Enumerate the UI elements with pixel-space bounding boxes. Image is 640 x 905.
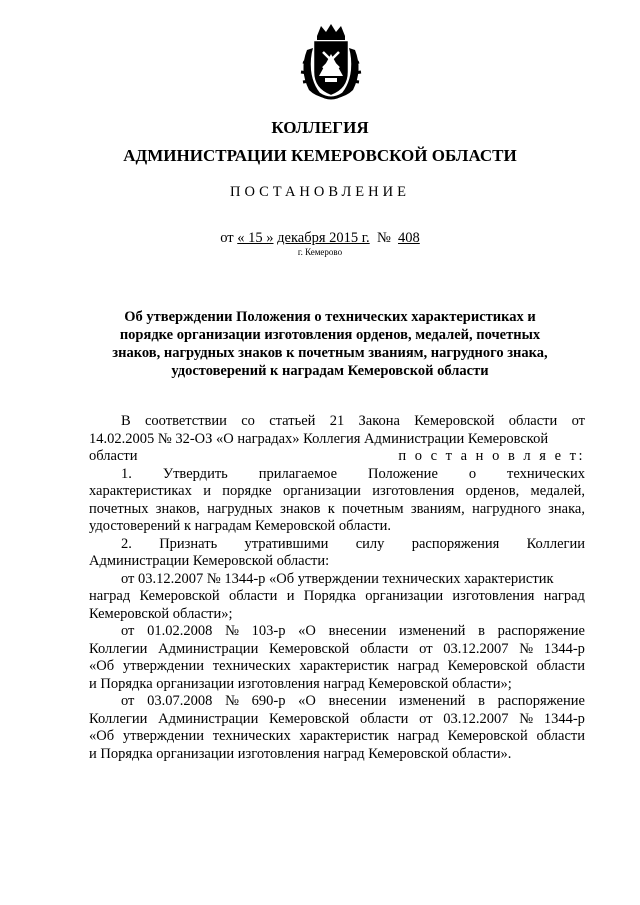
body-word: в — [478, 623, 485, 639]
body-line — [89, 518, 585, 536]
body-word: нагрудного — [472, 500, 541, 517]
body-word: наград — [89, 588, 131, 604]
body-word: Коллегии — [526, 535, 585, 552]
body-word: 03.12.2007 — [443, 710, 509, 727]
body-word: п о с т а н о в л я е т: — [398, 448, 585, 464]
body-word: порядке — [222, 483, 272, 499]
body-word: нагрудных — [207, 500, 273, 517]
body-word: и Порядка организации изготовления наград Кемеровской области». — [89, 745, 512, 762]
body-word: к — [327, 500, 335, 517]
body-word: 14.02.2005 № 32-ОЗ «О наградах» Коллегия Администрации Кемеровской — [89, 430, 549, 447]
document-type: ПОСТАНОВЛЕНИЕ — [230, 184, 410, 200]
document-date-line — [0, 230, 640, 247]
date-month-year: декабря 2015 г. — [277, 230, 370, 246]
body-word: 21 — [329, 413, 345, 429]
body-word: утверждении — [122, 728, 205, 744]
body-word: орденов, — [465, 483, 520, 499]
body-line — [89, 466, 585, 484]
body-word: Администрации — [158, 710, 259, 727]
body-word: области — [228, 588, 278, 604]
body-word: 690-р — [251, 693, 286, 709]
body-line — [89, 448, 585, 466]
title-line: Об утверждении Положения о технических характеристиках и — [124, 309, 536, 325]
body-word: «Об — [89, 728, 115, 744]
body-word: Кемеровской — [269, 640, 350, 657]
body-word: Закона — [358, 413, 400, 429]
body-word: утратившими — [244, 535, 329, 552]
body-word: характеристиках — [89, 483, 192, 499]
body-line — [89, 501, 585, 519]
body-word: распоряжение — [497, 623, 585, 639]
body-word: Коллегии — [89, 710, 148, 727]
body-word: В — [121, 413, 131, 429]
date-day: « 15 » — [237, 230, 274, 246]
body-line — [89, 641, 585, 659]
body-word: знака, — [548, 500, 585, 517]
body-word: от — [419, 640, 433, 657]
body-line — [89, 728, 585, 746]
body-word: статьей — [269, 413, 316, 429]
body-word: изменений — [399, 693, 466, 709]
body-line — [89, 606, 585, 624]
body-line — [89, 676, 585, 694]
body-word: от — [419, 710, 433, 727]
body-word: наград — [543, 588, 585, 604]
body-line — [89, 588, 585, 606]
body-word: от — [571, 413, 585, 429]
body-word: Кемеровской области»; — [89, 605, 233, 622]
title-line: знаков, нагрудных знаков к почетным званиям, нагрудного знака, — [112, 345, 548, 361]
body-line — [89, 623, 585, 641]
body-word: Кемеровской — [139, 588, 220, 604]
body-word: 1. — [121, 465, 132, 482]
body-word: технических — [212, 728, 291, 744]
body-word: наград — [397, 658, 439, 674]
body-word: области — [536, 658, 585, 674]
body-line — [89, 536, 585, 554]
body-word: Признать — [159, 535, 218, 552]
body-word: наград — [397, 728, 439, 744]
body-word: удостоверений к наградам Кемеровской области. — [89, 518, 391, 534]
date-prefix: от — [220, 230, 234, 246]
body-word: распоряжение — [497, 693, 585, 709]
body-word: «О — [298, 623, 316, 639]
body-word: от 03.12.2007 № 1344-р «Об утверждении технических характеристик — [121, 570, 554, 587]
body-word: изменений — [399, 623, 466, 639]
number-sign: № — [376, 230, 391, 246]
body-word: Кемеровской — [447, 658, 528, 674]
body-word: о — [468, 465, 477, 482]
document-title — [90, 308, 570, 380]
coat-of-arms-emblem — [295, 22, 367, 102]
body-word: Администрации — [158, 640, 259, 657]
body-word: области — [89, 448, 138, 464]
body-word: и Порядка организации изготовления наград Кемеровской области»; — [89, 675, 512, 692]
body-word: «О — [298, 693, 316, 709]
body-word: Администрации Кемеровской области: — [89, 553, 330, 569]
body-word: в — [478, 693, 485, 709]
body-word: и — [203, 483, 211, 499]
body-word: 01.02.2008 — [147, 623, 213, 639]
body-word: 2. — [121, 535, 132, 552]
body-word: 1344-р — [543, 640, 585, 657]
body-word: технических — [212, 658, 291, 674]
body-line — [89, 658, 585, 676]
body-word: организации — [283, 483, 361, 499]
body-word: Кемеровской — [414, 413, 495, 429]
body-word: знаков — [280, 500, 321, 517]
body-word: медалей, — [530, 483, 585, 499]
body-word: знаков, — [155, 500, 200, 517]
body-word: характеристик — [299, 658, 389, 674]
body-word: № — [519, 640, 534, 657]
body-word: Порядка — [303, 588, 356, 604]
body-word: 1344-р — [543, 710, 585, 727]
body-word: Коллегии — [89, 640, 148, 657]
body-word: внесении — [328, 693, 387, 709]
body-word: характеристик — [299, 728, 389, 744]
body-word: области — [508, 413, 558, 429]
body-word: Кемеровской — [269, 710, 350, 727]
body-word: 103-р — [251, 623, 286, 639]
body-word: технических — [507, 465, 585, 482]
body-line — [89, 553, 585, 571]
body-word: соответствии — [144, 413, 227, 429]
body-line — [89, 483, 585, 501]
emblem-graphic — [295, 22, 367, 102]
body-word: 03.12.2007 — [443, 640, 509, 657]
org-title-line1: КОЛЛЕГИЯ — [271, 118, 369, 137]
body-word: распоряжения — [411, 535, 500, 552]
body-word: от — [121, 693, 135, 709]
body-word: Утвердить — [162, 465, 228, 482]
org-title-line2: АДМИНИСТРАЦИИ КЕМЕРОВСКОЙ ОБЛАСТИ — [123, 146, 517, 165]
body-word: утверждении — [122, 658, 205, 674]
city-label: г. Кемерово — [297, 247, 343, 257]
body-line — [89, 711, 585, 729]
document-body — [89, 413, 585, 763]
body-word: со — [241, 413, 255, 429]
body-line — [89, 746, 585, 764]
body-line — [89, 413, 585, 431]
body-word: внесении — [328, 623, 387, 639]
body-word: № — [225, 693, 239, 709]
body-line — [89, 693, 585, 711]
body-word: почетных — [89, 500, 149, 517]
body-word: области — [536, 728, 585, 744]
body-line — [89, 431, 585, 449]
title-line: порядке организации изготовления орденов, медалей, почетных — [119, 327, 541, 343]
body-word: почетным — [342, 500, 404, 517]
body-word: № — [519, 710, 534, 727]
body-word: званиям, — [410, 500, 465, 517]
body-word: «Об — [89, 658, 115, 674]
body-word: № — [225, 623, 239, 639]
title-line: удостоверений к наградам Кемеровской области — [171, 363, 489, 379]
body-word: Положение — [368, 465, 438, 482]
body-word: от — [121, 623, 135, 639]
body-word: и — [286, 588, 295, 604]
body-word: силу — [355, 535, 385, 552]
body-line — [89, 571, 585, 589]
document-number: 408 — [398, 230, 420, 246]
body-word: области — [359, 710, 409, 727]
body-word: организации — [365, 588, 444, 604]
body-word: 03.07.2008 — [147, 693, 213, 709]
body-word: Кемеровской — [447, 728, 528, 744]
body-word: прилагаемое — [258, 465, 338, 482]
body-word: изготовления — [372, 483, 455, 499]
body-word: изготовления — [452, 588, 535, 604]
body-word: области — [359, 640, 409, 657]
